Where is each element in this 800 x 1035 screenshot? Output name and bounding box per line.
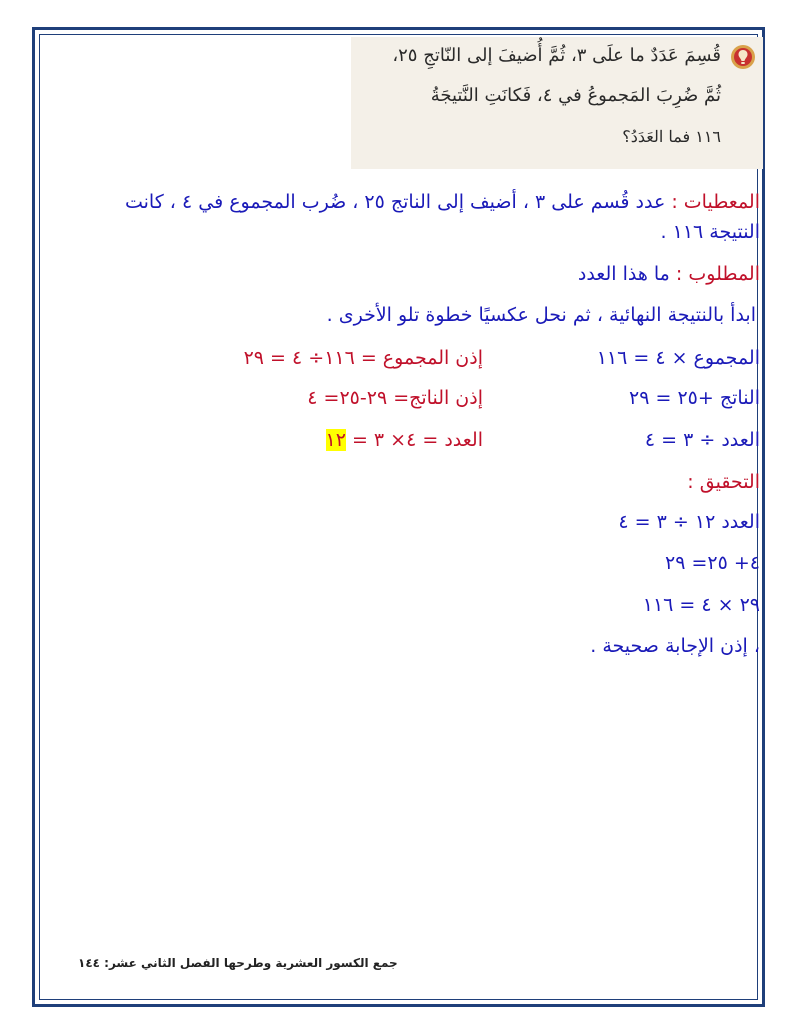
given-text: عدد قُسم على ٣ ، أضيف إلى الناتج ٢٥ ، ضُرب المجموع في ٤ ، كانت: [124, 191, 666, 213]
check-line-1: العدد ١٢ ÷ ٣ = ٤: [618, 511, 760, 533]
required-text: ما هذا العدد: [577, 263, 670, 285]
step-1-right: المجموع × ٤ = ١١٦: [596, 347, 760, 369]
given-label: المعطيات :: [671, 191, 760, 213]
given-line: [125, 191, 760, 213]
final-answer: ١٢: [325, 429, 346, 451]
step-1-left: إذن المجموع = ١١٦÷ ٤ = ٢٩: [243, 347, 483, 369]
page-number: ١٤٤: [78, 956, 100, 970]
step-2-right: الناتج +٢٥ = ٢٩: [629, 387, 760, 409]
check-line-3: ٢٩ × ٤ = ١١٦: [642, 594, 760, 616]
step-3-left-expression: العدد = ٤× ٣ =: [345, 429, 483, 451]
problem-line-2: ثُمَّ ضُرِبَ المَجموعُ في ٤، فَكانَتِ النَّتيجَةُ: [430, 85, 721, 106]
problem-box: [351, 37, 763, 169]
footer-topic: جمع الكسور العشرية وطرحها: [223, 956, 398, 970]
step-2-left: إذن الناتج= ٢٩-٢٥= ٤: [307, 387, 483, 409]
problem-line-3: ١١٦ فما العَدَدُ؟: [622, 127, 721, 146]
step-3-right: العدد ÷ ٣ = ٤: [644, 429, 760, 451]
check-line-2: ٤+ ٢٥= ٢٩: [665, 552, 760, 574]
page-footer: [60, 956, 398, 970]
required-label: المطلوب :: [675, 263, 760, 285]
check-label: التحقيق :: [687, 471, 760, 493]
required-line: [578, 263, 760, 285]
check-conclusion: ، إذن الإجابة صحيحة .: [590, 635, 760, 657]
step-3-left: [326, 429, 484, 451]
problem-marker-icon: [729, 43, 757, 71]
footer-chapter: الفصل الثاني عشر:: [104, 956, 220, 970]
given-line-2: النتيجة ١١٦ .: [660, 221, 760, 243]
strategy-line: ابدأ بالنتيجة النهائية ، ثم نحل عكسيًا خطوة تلو الأخرى .: [326, 304, 756, 326]
problem-line-1: قُسِمَ عَدَدٌ ما علَى ٣، ثُمَّ أُضيفَ إلى النّاتجِ ٢٥،: [392, 45, 721, 66]
